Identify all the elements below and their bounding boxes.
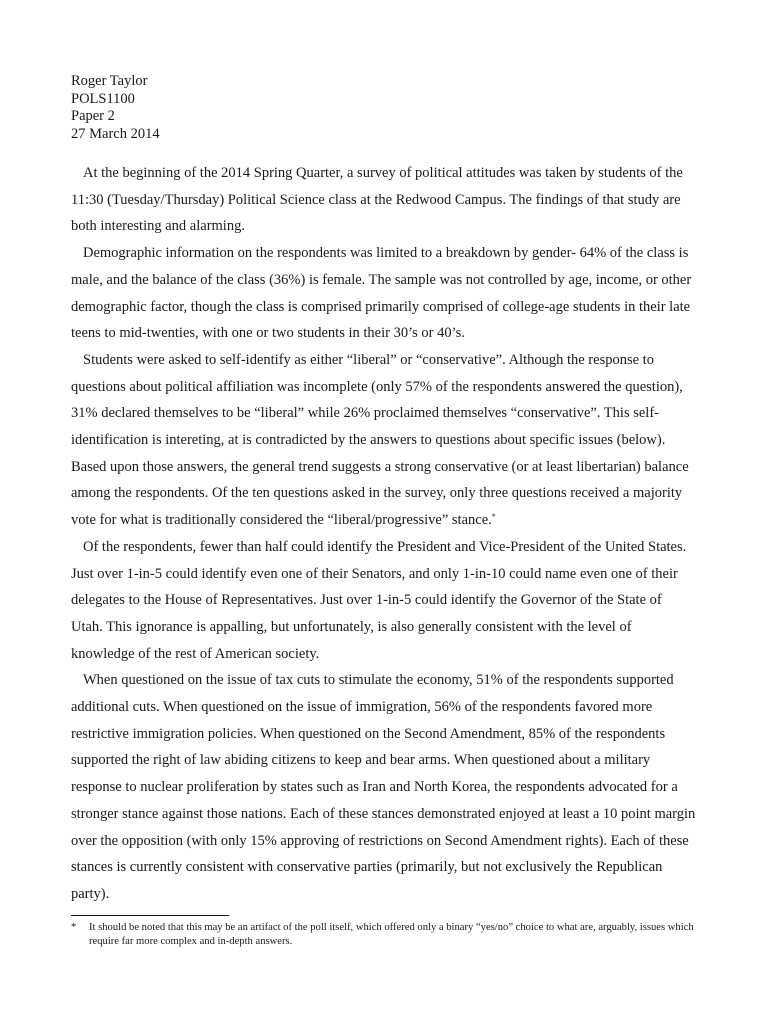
paragraph-intro: At the beginning of the 2014 Spring Quarter, a survey of political attitudes was taken by students of the 11:30 (Tuesday/Thursday) Political Science class at the Redwood Campus. The findings of that study are both interesting and alarming. <box>71 165 683 235</box>
paragraph-self-identification <box>71 347 697 534</box>
paragraph-issue-positions: When questioned on the issue of tax cuts to stimulate the economy, 51% of the respondents supported additional cuts. When questioned on the issue of immigration, 56% of the respondents favored more restrictive immigration policies. When questioned on the Second Amendment, 85% of the respondents supported the right of law abiding citizens to keep and bear arms. When questioned about a military response to nuclear proliferation by states such as Iran and North Korea, the respondents advocated for a stronger stance against those nations. Each of these stances demonstrated enjoyed at least a 10 point margin over the opposition (with only 15% approving of restrictions on Second Amendment rights). Each of these stances is currently consistent with conservative parties (primarily, but not exclusively the Republican party). <box>71 672 696 902</box>
assignment-title: Paper 2 <box>71 108 115 125</box>
paragraph-civic-knowledge: Of the respondents, fewer than half could identify the President and Vice-President of the United States. Just over 1-in-5 could identify even one of their Senators, and only 1-in-10 could name even one of their delegates to the House of Representatives. Just over 1-in-5 could identify the Governor of the State of Utah. This ignorance is appalling, but unfortunately, is also generally consistent with the level of knowledge of the rest of American society. <box>71 538 687 662</box>
document-header <box>71 73 160 143</box>
paragraph-demographics: Demographic information on the respondents was limited to a breakdown by gender- 64% of the class is male, and the balance of the class (36%) is female. The sample was not controlled by age, income, or other demographic factor, though the class is comprised primarily comprised of college-age students in their late teens to mid-twenties, with one or two students in their 30’s or 40’s. <box>71 245 692 342</box>
footnote-text: It should be noted that this may be an artifact of the poll itself, which offered only a binary “yes/no” choice to what are, arguably, issues which require far more complex and in-depth answers. <box>89 922 694 947</box>
footnote <box>71 921 697 949</box>
document-date: 27 March 2014 <box>71 125 160 142</box>
document-body <box>71 160 697 908</box>
footnote-mark: * <box>71 922 77 933</box>
paragraph-self-identification-text: Students were asked to self-identify as either “liberal” or “conservative”. Although the response to questions about political affiliation was incomplete (only 57% of the respondents answered the question), 31% declared themselves to be “liberal” while 26% proclaimed themselves “conservative”. This self-identification is intereting, at is contradicted by the answers to questions about specific issues (below). Based upon those answers, the general trend suggests a strong conservative (or at least libertarian) balance among the respondents. Of the ten questions asked in the survey, only three questions received a majority vote for what is traditionally considered the “liberal/progressive” stance. <box>71 351 689 529</box>
footnote-separator <box>71 915 229 916</box>
footnote-reference[interactable]: * <box>491 512 496 522</box>
course-code: POLS1100 <box>71 90 135 107</box>
author-name: Roger Taylor <box>71 73 148 89</box>
